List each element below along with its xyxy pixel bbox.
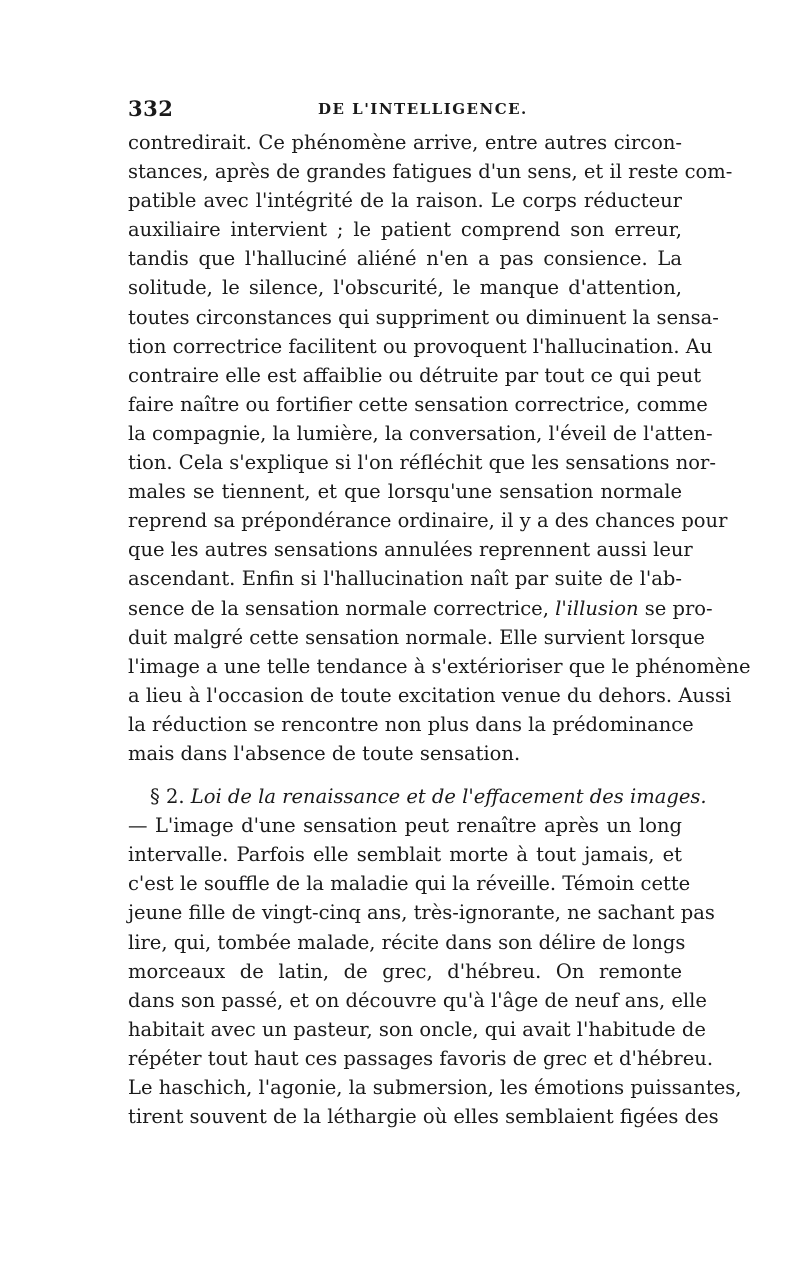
text-line: dans son passé, et on découvre qu'à l'âge de neuf ans, elle	[128, 988, 707, 1012]
section-number: § 2.	[150, 785, 185, 809]
text-line: reprend sa prépondérance ordinaire, il y a des chances pour	[128, 509, 728, 533]
section-heading-line	[128, 782, 707, 811]
text-line: ascendant. Enfin si l'hallucination naît par suite de l'ab-	[128, 567, 682, 591]
page-header	[128, 96, 682, 126]
text-line: intervalle. Parfois elle semblait morte à tout jamais, et	[128, 843, 682, 867]
text-line: morceaux de latin, de grec, d'hébreu. On remonte	[128, 959, 682, 983]
text-segment: se pro-	[638, 596, 713, 620]
text-line: répéter tout haut ces passages favoris de grec et d'hébreu.	[128, 1046, 714, 1070]
text-line-last: mais dans l'absence de toute sensation.	[128, 741, 521, 765]
text-line: jeune fille de vingt-cinq ans, très-ignorante, ne sachant pas	[128, 901, 715, 925]
text-line: a lieu à l'occasion de toute excitation venue du dehors. Aussi	[128, 683, 732, 707]
text-segment: L'image d'une sensation peut renaître après un long	[154, 814, 682, 838]
text-line: tion correctrice facilitent ou provoquent l'hallucination. Au	[128, 334, 713, 358]
text-segment: sence de la sensation normale correctrice,	[128, 596, 556, 620]
text-line: que les autres sensations annulées reprennent aussi leur	[128, 538, 693, 562]
text-line: lire, qui, tombée malade, récite dans son délire de longs	[128, 930, 686, 954]
text-line: auxiliaire intervient ; le patient comprend son erreur,	[128, 218, 682, 242]
text-line	[128, 811, 682, 840]
text-line: faire naître ou fortifier cette sensation correctrice, comme	[128, 392, 708, 416]
text-line: la réduction se rencontre non plus dans la prédominance	[128, 712, 694, 736]
text-line: toutes circonstances qui suppriment ou diminuent la sensa-	[128, 305, 719, 329]
text-line: stances, après de grandes fatigues d'un sens, et il reste com-	[128, 160, 733, 184]
text-line: contraire elle est affaiblie ou détruite par tout ce qui peut	[128, 363, 702, 387]
text-line: males se tiennent, et que lorsqu'une sensation normale	[128, 480, 682, 504]
em-dash: —	[128, 814, 148, 838]
section-title: Loi de la renaissance et de l'effacement des images.	[190, 785, 707, 809]
page-number: 332	[128, 96, 174, 121]
text-line: duit malgré cette sensation normale. Elle survient lorsque	[128, 625, 705, 649]
text-line: Le haschich, l'agonie, la submersion, les émotions puissantes,	[128, 1076, 742, 1099]
text-line-illusion	[128, 594, 713, 623]
italic-term: l'illusion	[555, 596, 639, 620]
body-text	[128, 128, 751, 1131]
text-line: l'image a une telle tendance à s'extérioriser que le phénomène	[128, 654, 751, 678]
text-line: habitait avec un pasteur, son oncle, qui avait l'habitude de	[128, 1017, 706, 1041]
text-line: la compagnie, la lumière, la conversation, l'éveil de l'atten-	[128, 421, 713, 445]
text-line: c'est le souffle de la maladie qui la réveille. Témoin cette	[128, 872, 691, 896]
text-line: patible avec l'intégrité de la raison. Le corps réducteur	[128, 189, 682, 213]
text-line: contredirait. Ce phénomène arrive, entre autres circon-	[128, 131, 682, 154]
text-line: solitude, le silence, l'obscurité, le manque d'attention,	[128, 276, 682, 300]
text-line: tandis que l'halluciné aliéné n'en a pas consience. La	[128, 247, 682, 271]
text-line: tirent souvent de la léthargie où elles semblaient figées des	[128, 1105, 719, 1129]
section-gap	[128, 768, 682, 782]
text-line: tion. Cela s'explique si l'on réfléchit que les sensations nor-	[128, 451, 716, 475]
running-title: DE L'INTELLIGENCE.	[318, 100, 528, 118]
